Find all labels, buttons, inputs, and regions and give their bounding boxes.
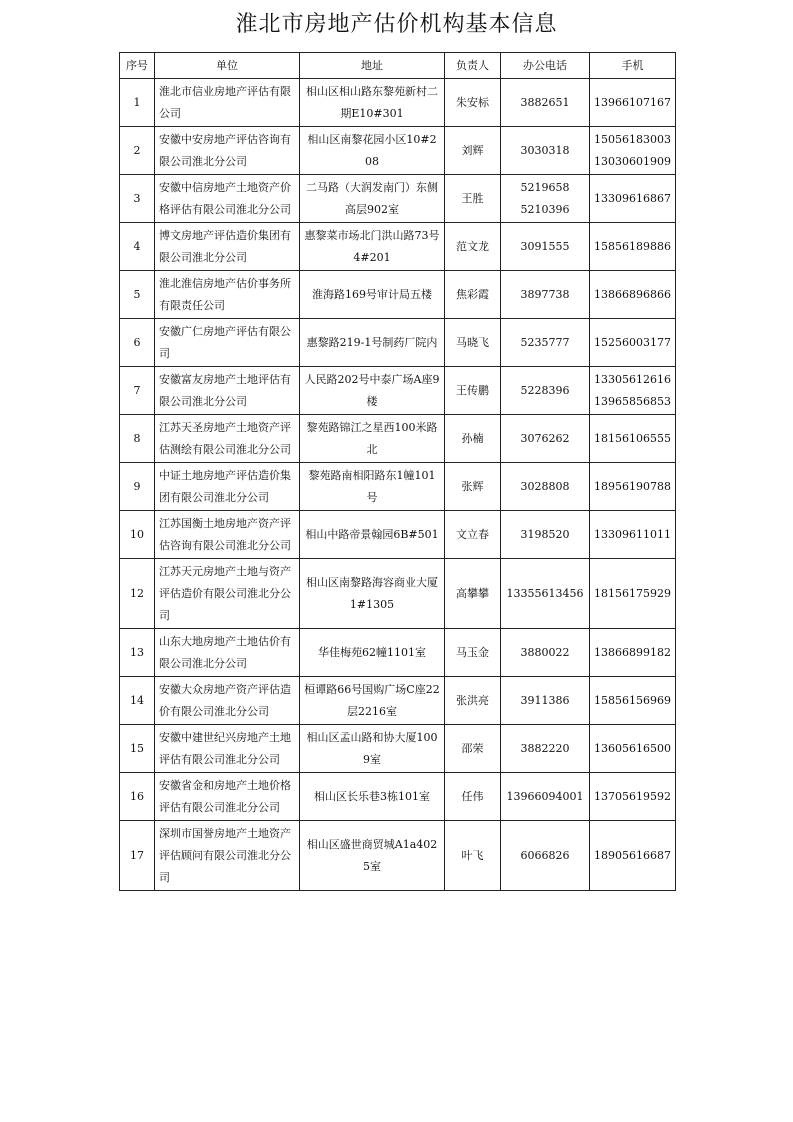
mobile-phone-line: 13309616867 [594,191,671,205]
table-row [120,725,676,773]
page-title: 淮北市房地产估价机构基本信息 [235,12,558,37]
header-office-phone: 办公电话 [501,53,590,79]
row-number: 13 [120,629,155,677]
office-phone-line: 3198520 [520,527,570,541]
mobile-phone [590,511,676,559]
row-number: 8 [120,415,155,463]
responsible-person: 焦彩霞 [445,271,501,319]
agency-name: 深圳市国誉房地产土地资产评估顾问有限公司淮北分公司 [155,821,300,891]
mobile-phone [590,629,676,677]
agency-address: 相山中路帝景翰园6B#501 [300,511,445,559]
office-phone-line: 3882220 [520,741,570,755]
office-phone [501,367,590,415]
agency-address: 惠黎菜市场北门洪山路73号4#201 [300,223,445,271]
office-phone [501,559,590,629]
mobile-phone [590,559,676,629]
table-row [120,271,676,319]
mobile-phone [590,821,676,891]
office-phone-line: 3028808 [520,479,570,493]
table-row [120,367,676,415]
table-row [120,127,676,175]
mobile-phone-line: 13965856853 [594,394,671,408]
mobile-phone [590,271,676,319]
header-mobile: 手机 [590,53,676,79]
table-row [120,773,676,821]
office-phone [501,415,590,463]
office-phone-line: 3897738 [520,287,570,301]
agency-name: 安徽富友房地产土地评估有限公司淮北分公司 [155,367,300,415]
office-phone [501,223,590,271]
agency-address: 黎苑路南相阳路东1幢101号 [300,463,445,511]
header-unit: 单位 [155,53,300,79]
mobile-phone-line: 13305612616 [594,372,671,386]
office-phone-line: 5210396 [520,202,570,216]
responsible-person: 叶飞 [445,821,501,891]
table-row [120,79,676,127]
agency-address: 淮海路169号审计局五楼 [300,271,445,319]
agency-name: 淮北淮信房地产估价事务所有限责任公司 [155,271,300,319]
mobile-phone-line: 13605616500 [594,741,671,755]
office-phone [501,271,590,319]
header-no: 序号 [120,53,155,79]
mobile-phone-line: 13705619592 [594,789,671,803]
header-person: 负责人 [445,53,501,79]
mobile-phone [590,677,676,725]
table-row [120,319,676,367]
office-phone-line: 3076262 [520,431,570,445]
agency-name: 博文房地产评估造价集团有限公司淮北分公司 [155,223,300,271]
agency-name: 安徽中安房地产评估咨询有限公司淮北分公司 [155,127,300,175]
office-phone [501,677,590,725]
office-phone-line: 13355613456 [506,586,584,600]
mobile-phone-line: 13030601909 [594,154,671,168]
agency-address: 相山区孟山路和协大厦1009室 [300,725,445,773]
agency-name: 山东大地房地产土地估价有限公司淮北分公司 [155,629,300,677]
agency-address: 桓谭路66号国购广场C座22层2216室 [300,677,445,725]
responsible-person: 马玉金 [445,629,501,677]
row-number: 5 [120,271,155,319]
office-phone-line: 3882651 [520,95,570,109]
row-number: 14 [120,677,155,725]
office-phone-line: 13966094001 [506,789,584,803]
row-number: 12 [120,559,155,629]
header-address: 地址 [300,53,445,79]
table-row [120,175,676,223]
agency-name: 江苏天元房地产土地与资产评估造价有限公司淮北分公司 [155,559,300,629]
office-phone-line: 3091555 [520,239,570,253]
mobile-phone-line: 18956190788 [594,479,671,493]
office-phone [501,463,590,511]
table-row [120,415,676,463]
row-number: 15 [120,725,155,773]
mobile-phone [590,319,676,367]
row-number: 2 [120,127,155,175]
agency-address: 相山区南黎路海容商业大厦1#1305 [300,559,445,629]
responsible-person: 邵荣 [445,725,501,773]
office-phone [501,725,590,773]
mobile-phone [590,367,676,415]
responsible-person: 张洪亮 [445,677,501,725]
office-phone [501,319,590,367]
agency-name: 安徽中信房地产土地资产价格评估有限公司淮北分公司 [155,175,300,223]
agency-name: 中证土地房地产评估造价集团有限公司淮北分公司 [155,463,300,511]
mobile-phone-line: 15056183003 [594,132,671,146]
responsible-person: 马晓飞 [445,319,501,367]
mobile-phone-line: 13866896866 [594,287,671,301]
office-phone [501,821,590,891]
office-phone [501,511,590,559]
office-phone-line: 3911386 [520,693,570,707]
mobile-phone [590,223,676,271]
agency-name: 淮北市信业房地产评估有限公司 [155,79,300,127]
agency-name: 安徽大众房地产资产评估造价有限公司淮北分公司 [155,677,300,725]
agency-address: 惠黎路219-1号制药厂院内 [300,319,445,367]
office-phone [501,127,590,175]
table-row [120,677,676,725]
office-phone [501,175,590,223]
row-number: 7 [120,367,155,415]
office-phone-line: 3030318 [520,143,570,157]
mobile-phone-line: 13966107167 [594,95,671,109]
agency-name: 江苏国衡土地房地产资产评估咨询有限公司淮北分公司 [155,511,300,559]
responsible-person: 范文龙 [445,223,501,271]
agency-address: 黎苑路锦江之星西100米路北 [300,415,445,463]
mobile-phone-line: 13309611011 [594,527,671,541]
mobile-phone-line: 15856189886 [594,239,671,253]
office-phone-line: 5219658 [520,180,570,194]
responsible-person: 文立春 [445,511,501,559]
row-number: 6 [120,319,155,367]
agency-address: 人民路202号中泰广场A座9楼 [300,367,445,415]
mobile-phone [590,79,676,127]
table-row [120,463,676,511]
table-row [120,511,676,559]
table-row [120,629,676,677]
row-number: 17 [120,821,155,891]
mobile-phone-line: 18905616687 [594,848,671,862]
office-phone-line: 6066826 [520,848,570,862]
row-number: 10 [120,511,155,559]
table-row [120,223,676,271]
office-phone-line: 5235777 [520,335,570,349]
row-number: 16 [120,773,155,821]
mobile-phone [590,725,676,773]
agency-name: 安徽省金和房地产土地价格评估有限公司淮北分公司 [155,773,300,821]
office-phone-line: 5228396 [520,383,570,397]
agency-name: 安徽中建世纪兴房地产土地评估有限公司淮北分公司 [155,725,300,773]
row-number: 3 [120,175,155,223]
responsible-person: 朱安标 [445,79,501,127]
row-number: 4 [120,223,155,271]
responsible-person: 王传鹏 [445,367,501,415]
mobile-phone-line: 13866899182 [594,645,671,659]
agency-name: 江苏天圣房地产土地资产评估测绘有限公司淮北分公司 [155,415,300,463]
agency-address: 华佳梅苑62幢1101室 [300,629,445,677]
mobile-phone [590,463,676,511]
agency-address: 相山区南黎花园小区10#208 [300,127,445,175]
mobile-phone [590,773,676,821]
table-body [120,79,676,891]
office-phone-line: 3880022 [520,645,570,659]
office-phone [501,629,590,677]
mobile-phone-line: 18156175929 [594,586,671,600]
mobile-phone-line: 15856156969 [594,693,671,707]
mobile-phone [590,175,676,223]
mobile-phone [590,415,676,463]
mobile-phone-line: 18156106555 [594,431,671,445]
agency-address: 二马路（大润发南门）东侧高层902室 [300,175,445,223]
agency-address: 相山区长乐巷3栋101室 [300,773,445,821]
agency-table [119,52,676,891]
table-row [120,559,676,629]
agency-address: 相山区盛世商贸城A1a4025室 [300,821,445,891]
mobile-phone-line: 15256003177 [594,335,671,349]
agency-address: 相山区相山路东黎苑新村二期E10#301 [300,79,445,127]
office-phone [501,773,590,821]
table-header-row [120,53,676,79]
agency-name: 安徽广仁房地产评估有限公司 [155,319,300,367]
responsible-person: 张辉 [445,463,501,511]
office-phone [501,79,590,127]
responsible-person: 高攀攀 [445,559,501,629]
row-number: 1 [120,79,155,127]
row-number: 9 [120,463,155,511]
table-row [120,821,676,891]
mobile-phone [590,127,676,175]
responsible-person: 王胜 [445,175,501,223]
responsible-person: 任伟 [445,773,501,821]
responsible-person: 孙楠 [445,415,501,463]
responsible-person: 刘辉 [445,127,501,175]
